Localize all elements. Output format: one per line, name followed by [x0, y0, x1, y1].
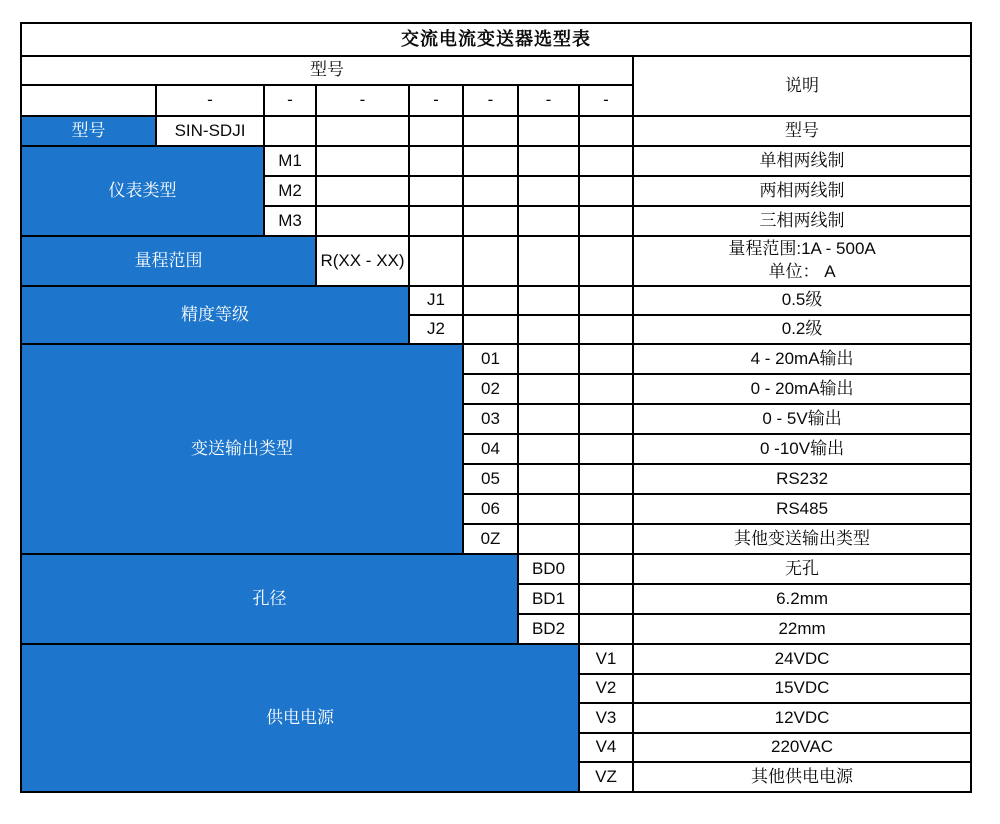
code-cell: 02 — [463, 374, 518, 404]
desc-cell: 无孔 — [633, 554, 971, 584]
empty-cell — [21, 85, 156, 116]
code-cell: 03 — [463, 404, 518, 434]
desc-cell: 22mm — [633, 614, 971, 644]
code-cell: V3 — [579, 703, 633, 733]
group-label-model: 型号 — [21, 116, 156, 146]
empty-cell — [409, 206, 463, 236]
desc-cell: 三相两线制 — [633, 206, 971, 236]
empty-cell — [316, 146, 409, 176]
code-cell: J1 — [409, 286, 463, 315]
empty-cell — [409, 236, 463, 286]
model-column-header: 型号 — [21, 56, 633, 85]
desc-cell: 0 - 5V输出 — [633, 404, 971, 434]
code-cell: 05 — [463, 464, 518, 494]
separator-cell: - — [579, 85, 633, 116]
empty-cell — [579, 614, 633, 644]
selection-table — [20, 22, 972, 793]
desc-cell: 220VAC — [633, 733, 971, 762]
empty-cell — [579, 206, 633, 236]
desc-cell: 其他变送输出类型 — [633, 524, 971, 554]
empty-cell — [409, 176, 463, 206]
code-cell: SIN-SDJI — [156, 116, 264, 146]
empty-cell — [518, 464, 579, 494]
desc-cell: 12VDC — [633, 703, 971, 733]
code-cell: BD0 — [518, 554, 579, 584]
empty-cell — [264, 116, 316, 146]
empty-cell — [579, 404, 633, 434]
empty-cell — [579, 344, 633, 374]
code-cell: M2 — [264, 176, 316, 206]
code-cell: 0Z — [463, 524, 518, 554]
desc-cell: 4 - 20mA输出 — [633, 344, 971, 374]
empty-cell — [463, 236, 518, 286]
code-cell: M1 — [264, 146, 316, 176]
empty-cell — [463, 206, 518, 236]
empty-cell — [316, 116, 409, 146]
empty-cell — [579, 374, 633, 404]
separator-cell: - — [264, 85, 316, 116]
empty-cell — [518, 404, 579, 434]
desc-cell: 0.5级 — [633, 286, 971, 315]
empty-cell — [518, 206, 579, 236]
empty-cell — [518, 315, 579, 344]
code-cell: 04 — [463, 434, 518, 464]
group-label-output-type: 变送输出类型 — [21, 344, 463, 554]
code-cell: R(XX - XX) — [316, 236, 409, 286]
code-cell: BD1 — [518, 584, 579, 614]
empty-cell — [579, 236, 633, 286]
desc-cell: 15VDC — [633, 674, 971, 703]
desc-cell — [633, 236, 971, 286]
desc-cell: RS232 — [633, 464, 971, 494]
empty-cell — [518, 146, 579, 176]
empty-cell — [463, 286, 518, 315]
separator-cell: - — [518, 85, 579, 116]
desc-cell: 单相两线制 — [633, 146, 971, 176]
empty-cell — [316, 176, 409, 206]
desc-cell: 两相两线制 — [633, 176, 971, 206]
desc-line1: 量程范围:1A - 500A — [728, 239, 876, 259]
empty-cell — [518, 176, 579, 206]
empty-cell — [518, 494, 579, 524]
empty-cell — [409, 116, 463, 146]
empty-cell — [579, 584, 633, 614]
group-label-range: 量程范围 — [21, 236, 316, 286]
empty-cell — [463, 146, 518, 176]
empty-cell — [579, 116, 633, 146]
code-cell: V4 — [579, 733, 633, 762]
desc-cell: 0.2级 — [633, 315, 971, 344]
empty-cell — [409, 146, 463, 176]
group-label-aperture: 孔径 — [21, 554, 518, 644]
desc-line2: 单位： A — [768, 262, 836, 281]
empty-cell — [518, 434, 579, 464]
empty-cell — [316, 206, 409, 236]
separator-cell: - — [316, 85, 409, 116]
desc-cell: 其他供电电源 — [633, 762, 971, 792]
empty-cell — [579, 464, 633, 494]
separator-cell: - — [409, 85, 463, 116]
empty-cell — [579, 554, 633, 584]
empty-cell — [463, 176, 518, 206]
desc-cell: 0 -10V输出 — [633, 434, 971, 464]
empty-cell — [518, 116, 579, 146]
code-cell: 01 — [463, 344, 518, 374]
separator-cell: - — [463, 85, 518, 116]
code-cell: V1 — [579, 644, 633, 674]
empty-cell — [579, 146, 633, 176]
desc-cell: 型号 — [633, 116, 971, 146]
group-label-meter-type: 仪表类型 — [21, 146, 264, 236]
empty-cell — [463, 116, 518, 146]
empty-cell — [579, 524, 633, 554]
empty-cell — [518, 374, 579, 404]
desc-cell: 24VDC — [633, 644, 971, 674]
desc-cell: 0 - 20mA输出 — [633, 374, 971, 404]
empty-cell — [463, 315, 518, 344]
group-label-power-supply: 供电电源 — [21, 644, 579, 792]
empty-cell — [518, 286, 579, 315]
desc-cell: RS485 — [633, 494, 971, 524]
empty-cell — [579, 494, 633, 524]
description-column-header: 说明 — [633, 56, 971, 116]
empty-cell — [579, 286, 633, 315]
desc-cell: 6.2mm — [633, 584, 971, 614]
code-cell: VZ — [579, 762, 633, 792]
group-label-accuracy: 精度等级 — [21, 286, 409, 344]
code-cell: 06 — [463, 494, 518, 524]
code-cell: J2 — [409, 315, 463, 344]
code-cell: BD2 — [518, 614, 579, 644]
empty-cell — [579, 315, 633, 344]
table-title: 交流电流变送器选型表 — [21, 23, 971, 56]
empty-cell — [518, 524, 579, 554]
empty-cell — [518, 236, 579, 286]
empty-cell — [518, 344, 579, 374]
empty-cell — [579, 176, 633, 206]
code-cell: V2 — [579, 674, 633, 703]
code-cell: M3 — [264, 206, 316, 236]
separator-cell: - — [156, 85, 264, 116]
empty-cell — [579, 434, 633, 464]
